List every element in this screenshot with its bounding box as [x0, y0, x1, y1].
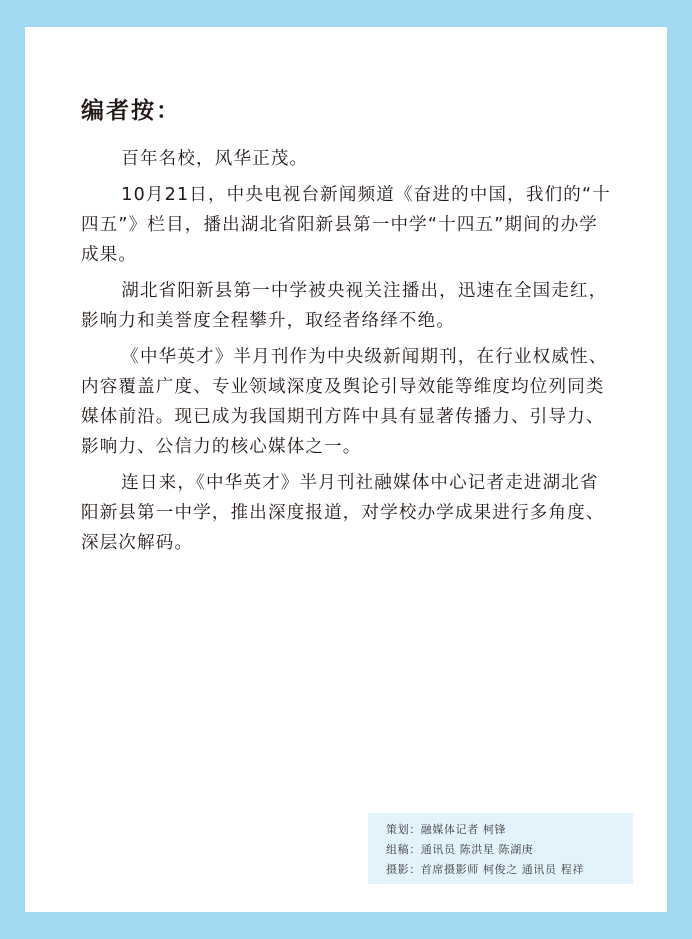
editor-note-body: [81, 144, 613, 564]
paragraph-attention: 湖北省阳新县第一中学被央视关注播出，迅速在全国走红，影响力和美誉度全程攀升，取经者络绎不绝。: [81, 281, 608, 331]
paragraph-report: 连日来，《中华英才》半月刊社融媒体中心记者走进湖北省阳新县第一中学，推出深度报道，对学校办学成果进行多角度、深层次解码。: [81, 473, 605, 553]
paragraph-magazine: 《中华英才》半月刊作为中央级新闻期刊，在行业权威性、内容覆盖广度、专业领域深度及舆论引导效能等维度均位列同类媒体前沿。现已成为我国期刊方阵中具有显著传播力、引导力、影响力、公信力的核心媒体之一。: [81, 347, 608, 457]
paragraph-broadcast: 10月21日，中央电视台新闻频道《奋进的中国，我们的“十四五”》栏目，播出湖北省阳新县第一中学“十四五”期间的办学成果。: [81, 185, 611, 265]
paragraph-intro: 百年名校，风华正茂。: [121, 149, 309, 169]
editor-note-page: [25, 27, 667, 912]
credit-planning: 策划：融媒体记者 柯锋: [386, 823, 507, 836]
credits-box: [368, 813, 633, 884]
editor-note-heading: 编者按：: [81, 98, 181, 124]
credit-editing: 组稿：通讯员 陈洪星 陈湖庚: [386, 843, 534, 856]
credit-photography: 摄影：首席摄影师 柯俊之 通讯员 程祥: [386, 863, 584, 876]
